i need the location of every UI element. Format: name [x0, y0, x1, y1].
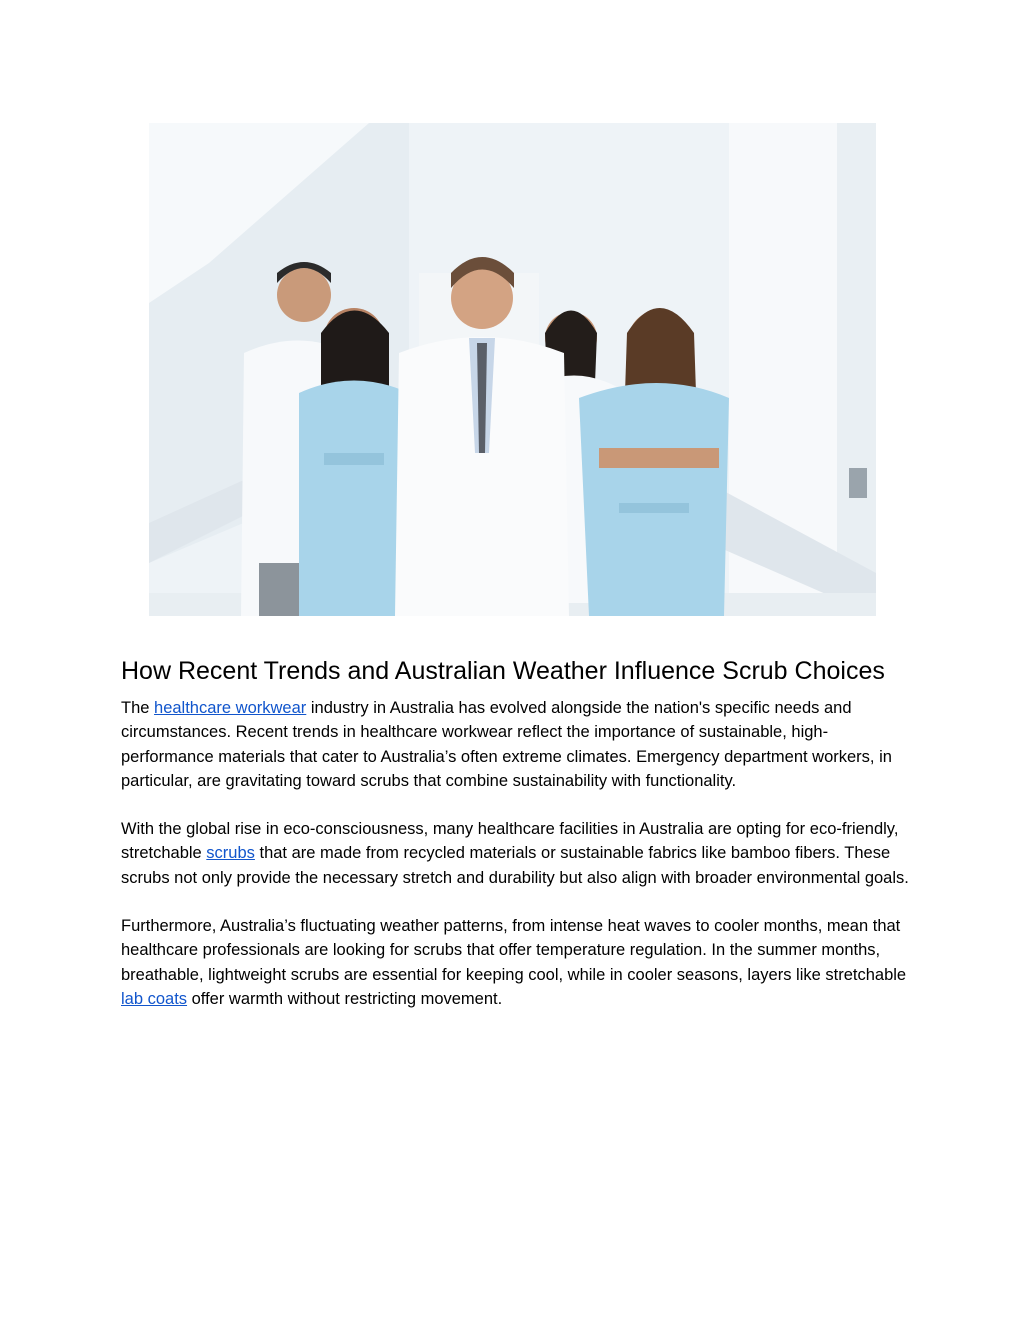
article-title: How Recent Trends and Australian Weather Influence Scrub Choices [121, 657, 885, 685]
article [121, 654, 911, 1035]
paragraph-intro [121, 696, 911, 793]
hero-photo [149, 123, 876, 616]
paragraph-text: The [121, 699, 155, 717]
paragraph-text: Furthermore, Australia’s fluctuating weather patterns, from intense heat waves to cooler months, mean that healthcare professionals are looking for scrubs that offer temperature regulation. In the summer months, breathable, lightweight scrubs are essential for keeping cool, while in cooler seasons, layers like stretchable [121, 917, 907, 984]
link-scrubs[interactable]: scrubs [206, 844, 255, 863]
paragraph-text: that are made from recycled materials or sustainable fabrics like bamboo fibers. These scrubs not only provide the necessary stretch and durability but also align with broader environmental goals. [121, 844, 909, 887]
paragraph-eco [121, 817, 911, 890]
paragraph-text: industry in Australia has evolved alongside the nation's specific needs and circumstances. Recent trends in healthcare workwear reflect the importance of sustainable, high-performance materials that cater to Australia’s often extreme climates. Emergency department workers, in particular, are gravitating toward scrubs that combine sustainability with functionality. [121, 699, 892, 790]
link-healthcare-workwear[interactable]: healthcare workwear [154, 699, 307, 717]
link-lab-coats[interactable]: lab coats [121, 989, 188, 1008]
hero-photo-illustration [149, 123, 876, 616]
paragraph-text: With the global rise in eco-consciousness, many healthcare facilities in Australia are opting for eco-friendly, stretchable [121, 820, 899, 863]
paragraph-text: offer warmth without restricting movement. [187, 989, 503, 1008]
paragraph-weather [121, 914, 911, 1011]
